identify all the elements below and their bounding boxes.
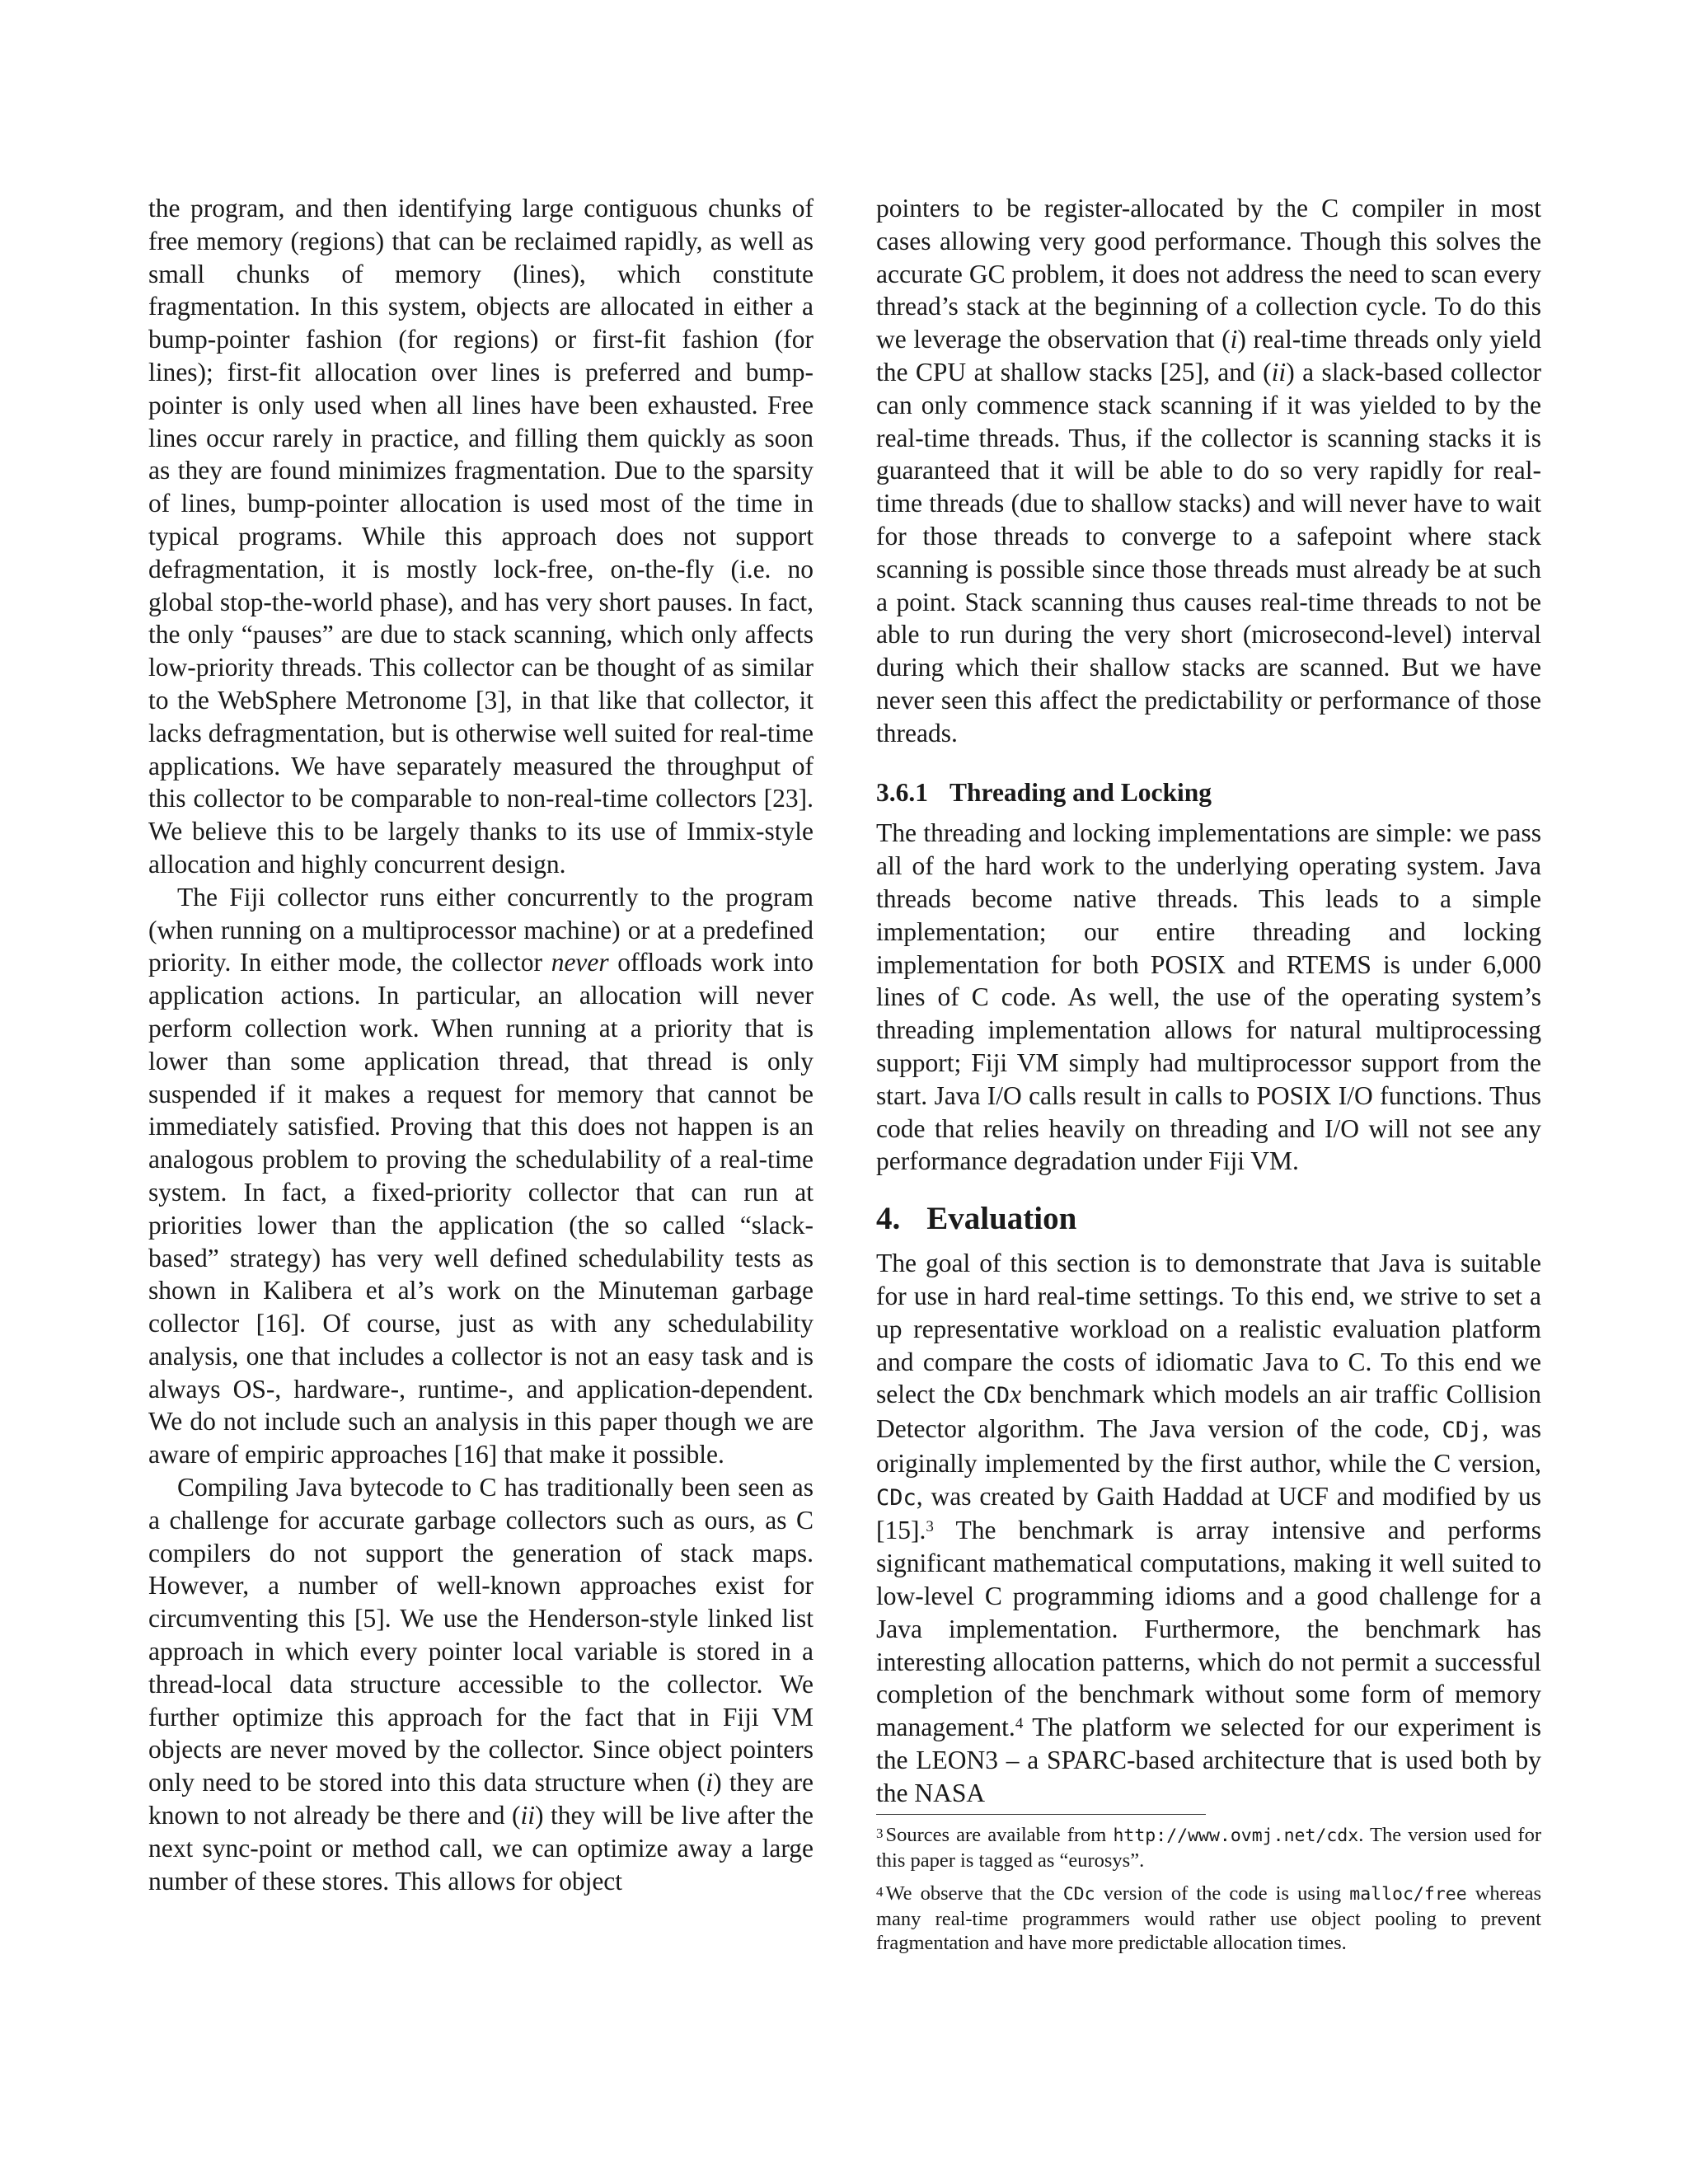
- left-paragraph-1: the program, and then identifying large contiguous chunks of free memory (regions) that can be reclaimed rapidly, as well as small chunks of memory (lines), which constitute fragmentation. In this system, objects are allocated in either a bump-pointer fashion (for regions) or first-fit fashion (for lines); first-fit allocation over lines is preferred and bump-pointer is only used when all lines have been exhausted. Free lines occur rarely in practice, and filling them quickly as soon as they are found minimizes fragmentation. Due to the sparsity of lines, bump-pointer allocation is used most of the time in typical programs. While this approach does not support defragmentation, it is mostly lock-free, on-the-fly (i.e. no global stop-the-world phase), and has very short pauses. In fact, the only “pauses” are due to stack scanning, which only affects low-priority threads. This collector can be thought of as similar to the WebSphere Metronome [3], in that like that collector, it lacks defragmentation, but is otherwise well suited for real-time applications. We have separately measured the throughput of this collector to be comparable to non-real-time collectors [23]. We believe this to be largely thanks to its use of Immix-style allocation and highly concurrent design.: [148, 194, 814, 879]
- footnote-ref-4: 4: [1015, 1715, 1024, 1733]
- section-number: 4.: [876, 1201, 901, 1237]
- section-title: Evaluation: [926, 1201, 1077, 1237]
- footnote-3: $^3$ Sources are available from http://www.ovmj.net/cdx. The version used for this paper is tagged as “eurosys”.: [876, 1824, 1541, 1872]
- right-column: [876, 192, 1541, 1810]
- footnote-4: $^4$ We observe that the CDc version of the code is using malloc/free whereas many real-time programmers would rather use object pooling to prevent fragmentation and have more predictable allocation times.: [876, 1882, 1541, 1954]
- right-paragraph-2: The threading and locking implementations are simple: we pass all of the hard work to the underlying operating system. Java threads become native threads. This leads to a simple implementation; our entire threading and locking implementation for both POSIX and RTEMS is under 6,000 lines of C code. As well, the use of the operating system’s threading implementation allows for natural multiprocessing support; Fiji VM simply had multiprocessor support from the start. Java I/O calls result in calls to POSIX I/O functions. Thus code that relies heavily on threading and I/O will not see any performance degradation under Fiji VM.: [876, 818, 1541, 1176]
- footnote-url: http://www.ovmj.net/cdx: [1113, 1825, 1359, 1846]
- right-paragraph-3: The goal of this section is to demonstrate that Java is suitable for use in hard real-time settings. To this end, we strive to set a up representative workload on a realistic evaluation platform and compare the costs of idiomatic Java to C. To this end we select the CDx benchmark which models an air traffic Collision Detector algorithm. The Java version of the code, CDj, was originally implemented by the first author, while the C version, CDc, was created by Gaith Haddad at UCF and modified by us [15].$^3$ The benchmark is array intensive and performs significant mathematical computations, making it well suited to low-level C programming idioms and a good challenge for a Java implementation. Furthermore, the benchmark has interesting allocation patterns, which do not permit a successful completion of the benchmark without some form of memory management.$^4$ The platform we selected for our experiment is the LEON3 – a SPARC-based architecture that is used both by the NASA: [876, 1249, 1541, 1807]
- subsection-number: 3.6.1: [876, 777, 928, 807]
- right-paragraph-1: pointers to be register-allocated by the C compiler in most cases allowing very good performance. Though this solves the accurate GC problem, it does not address the need to scan every thread’s stack at the beginning of a collection cycle. To do this we leverage the observation that (i) real-time threads only yield the CPU at shallow stacks [25], and (ii) a slack-based collector can only commence stack scanning if it was yielded to by the real-time threads. Thus, if the collector is scanning stacks it is guaranteed that it will be able to do so very rapidly for real-time threads (due to shallow stacks) and will never have to wait for those threads to converge to a safepoint where stack scanning is possible since those threads must already be at such a point. Stack scanning thus causes real-time threads to not be able to run during the very short (microsecond-level) interval during which their shallow stacks are scanned. But we have never seen this affect the predictability or performance of those threads.: [876, 194, 1542, 748]
- left-paragraph-3: Compiling Java bytecode to C has traditionally been seen as a challenge for accurate garbage collectors such as ours, as C compilers do not support the generation of stack maps. However, a number of well-known approaches exist for circumventing this [5]. We use the Henderson-style linked list approach in which every pointer local variable is stored in a thread-local data structure accessible to the collector. We further optimize this approach for the fact that in Fiji VM objects are never moved by the collector. Since object pointers only need to be stored into this data structure when (i) they are known to not already be there and (ii) they will be live after the next sync-point or method call, we can optimize away a large number of these stores. This allows for object: [148, 1473, 814, 1896]
- subsection-heading: [876, 776, 1541, 809]
- footnote-ref-3: 3: [926, 1518, 934, 1536]
- subsection-title: Threading and Locking: [950, 777, 1212, 807]
- section-heading: [876, 1199, 1541, 1239]
- footnote-rule: [876, 1814, 1206, 1815]
- left-paragraph-2: The Fiji collector runs either concurrently to the program (when running on a multiprocessor machine) or at a predefined priority. In either mode, the collector never offloads work into application actions. In particular, an allocation will never perform collection work. When running at a priority that is lower than some application thread, that thread is only suspended if it makes a request for memory that cannot be immediately satisfied. Proving that this does not happen is an analogous problem to proving the schedulability of a real-time system. In fact, a fixed-priority collector that can run at priorities lower than the application (the so called “slack-based” strategy) has very well defined schedulability tests as shown in Kalibera et al’s work on the Minuteman garbage collector [16]. Of course, just as with any schedulability analysis, one that includes a collector is not an easy task and is always OS-, hardware-, runtime-, and application-dependent. We do not include such an analysis in this paper though we are aware of empiric approaches [16] that make it possible.: [148, 882, 814, 1469]
- emphasis-never: never: [551, 948, 609, 977]
- left-column: [148, 192, 814, 1897]
